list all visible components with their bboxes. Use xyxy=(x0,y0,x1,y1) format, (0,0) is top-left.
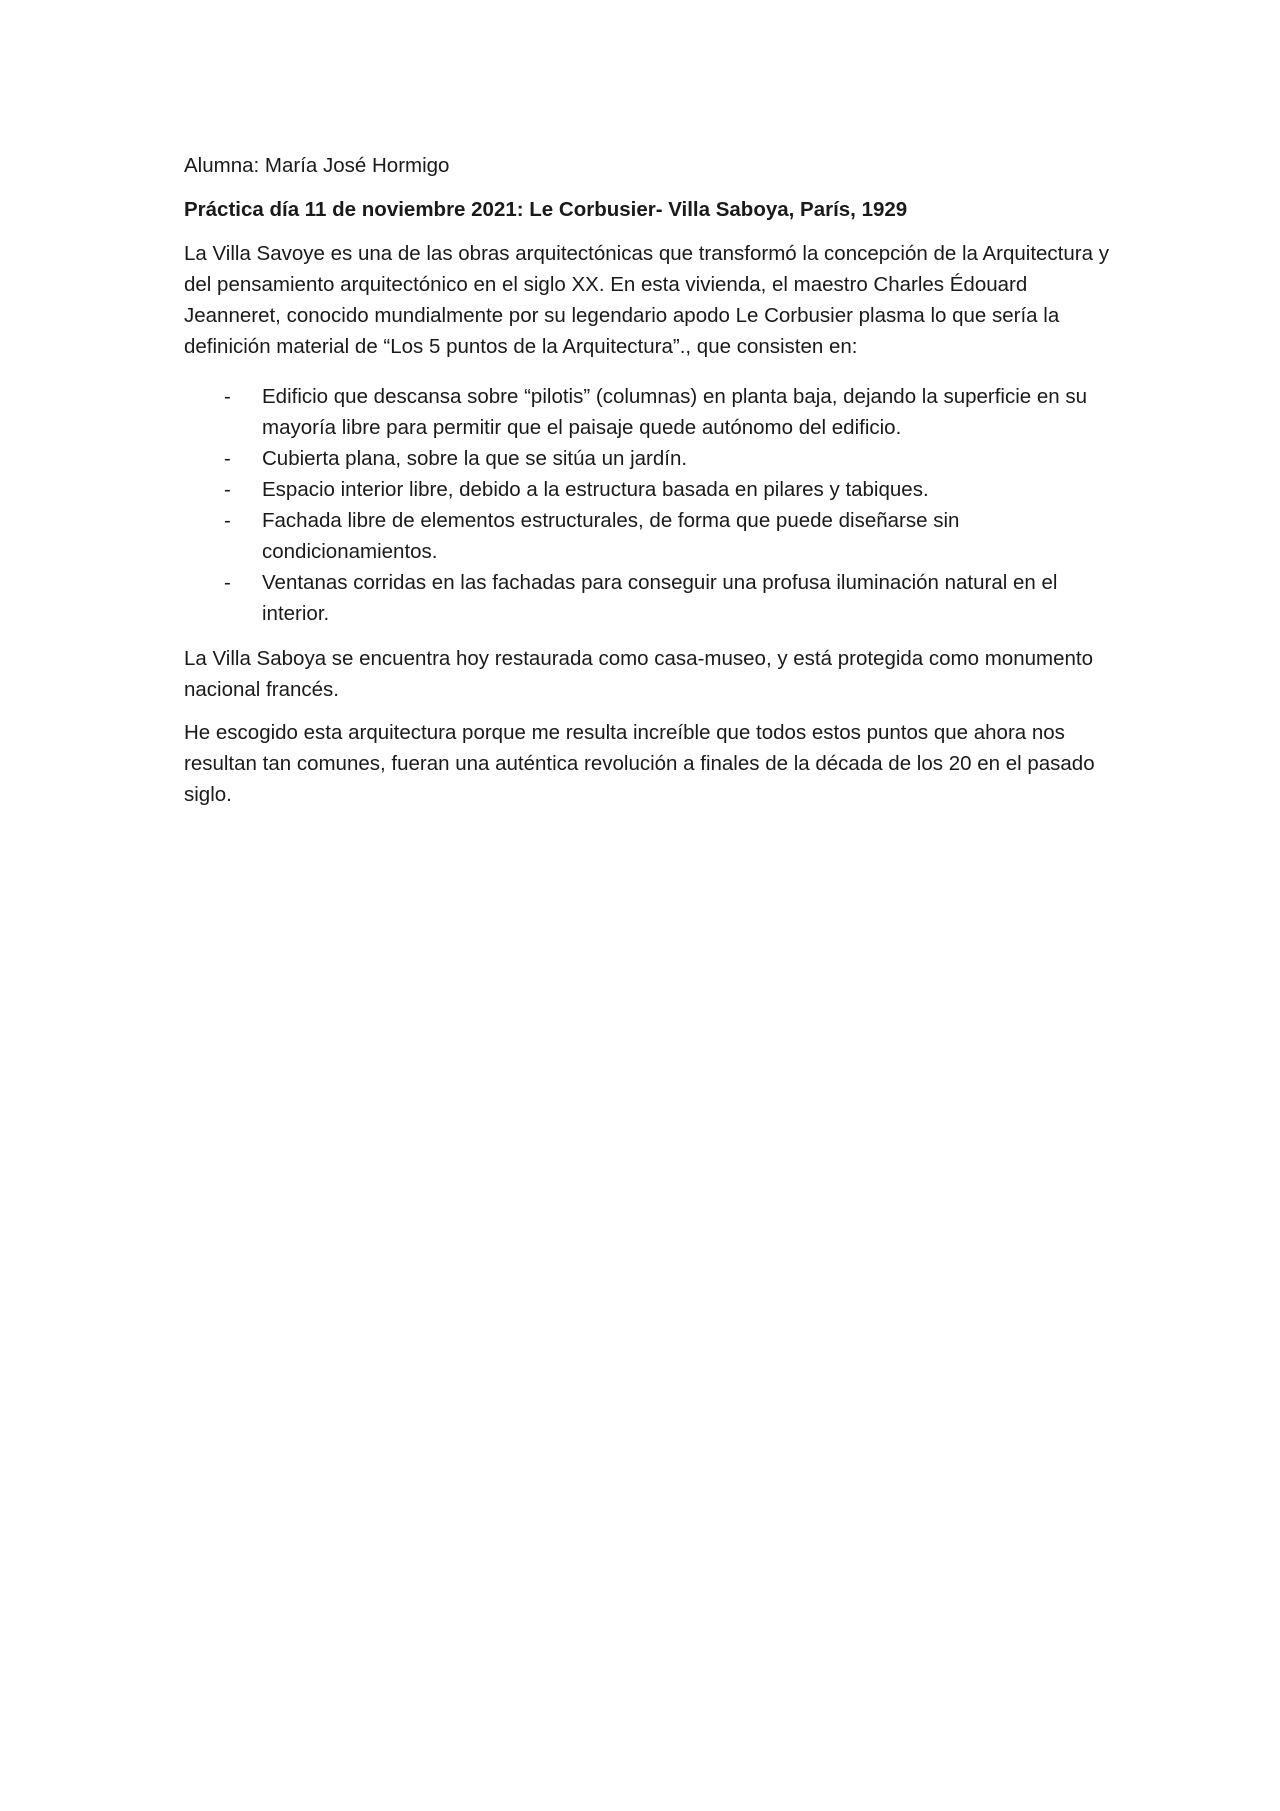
document-body xyxy=(184,150,1114,822)
list-item xyxy=(184,505,1114,567)
bullet-dash: - xyxy=(224,447,231,470)
bullet-dash: - xyxy=(224,571,231,594)
list-item-text: Espacio interior libre, debido a la estructura basada en pilares y tabiques. xyxy=(262,478,929,501)
list-item xyxy=(184,474,1114,505)
list-item-text: Fachada libre de elementos estructurales, de forma que puede diseñarse sin condicionamientos. xyxy=(262,509,960,563)
bullet-dash: - xyxy=(224,509,231,532)
list-item xyxy=(184,443,1114,474)
five-points-list xyxy=(184,381,1114,629)
list-item-text: Edificio que descansa sobre “pilotis” (columnas) en planta baja, dejando la superficie en su mayoría libre para permitir que el paisaje quede autónomo del edificio. xyxy=(262,385,1088,439)
author-line: Alumna: María José Hormigo xyxy=(184,154,450,177)
list-item-text: Cubierta plana, sobre la que se sitúa un jardín. xyxy=(262,447,688,470)
bullet-dash: - xyxy=(224,478,231,501)
reason-paragraph: He escogido esta arquitectura porque me resulta increíble que todos estos puntos que ahora nos resultan tan comunes, fueran una auténtica revolución a finales de la década de los 20 en el pasado siglo. xyxy=(184,721,1095,806)
museum-paragraph: La Villa Saboya se encuentra hoy restaurada como casa-museo, y está protegida como monumento nacional francés. xyxy=(184,647,1093,701)
document-title: Práctica día 11 de noviembre 2021: Le Corbusier- Villa Saboya, París, 1929 xyxy=(184,198,908,221)
bullet-dash: - xyxy=(224,385,231,408)
list-item xyxy=(184,567,1114,629)
list-item-text: Ventanas corridas en las fachadas para conseguir una profusa iluminación natural en el interior. xyxy=(262,571,1058,625)
intro-paragraph: La Villa Savoye es una de las obras arquitectónicas que transformó la concepción de la Arquitectura y del pensamiento arquitectónico en el siglo XX. En esta vivienda, el maestro Charles Édouard Jeanneret, conocido mundialmente por su legendario apodo Le Corbusier plasma lo que sería la definición material de “Los 5 puntos de la Arquitectura”., que consisten en: xyxy=(184,242,1109,358)
list-item xyxy=(184,381,1114,443)
